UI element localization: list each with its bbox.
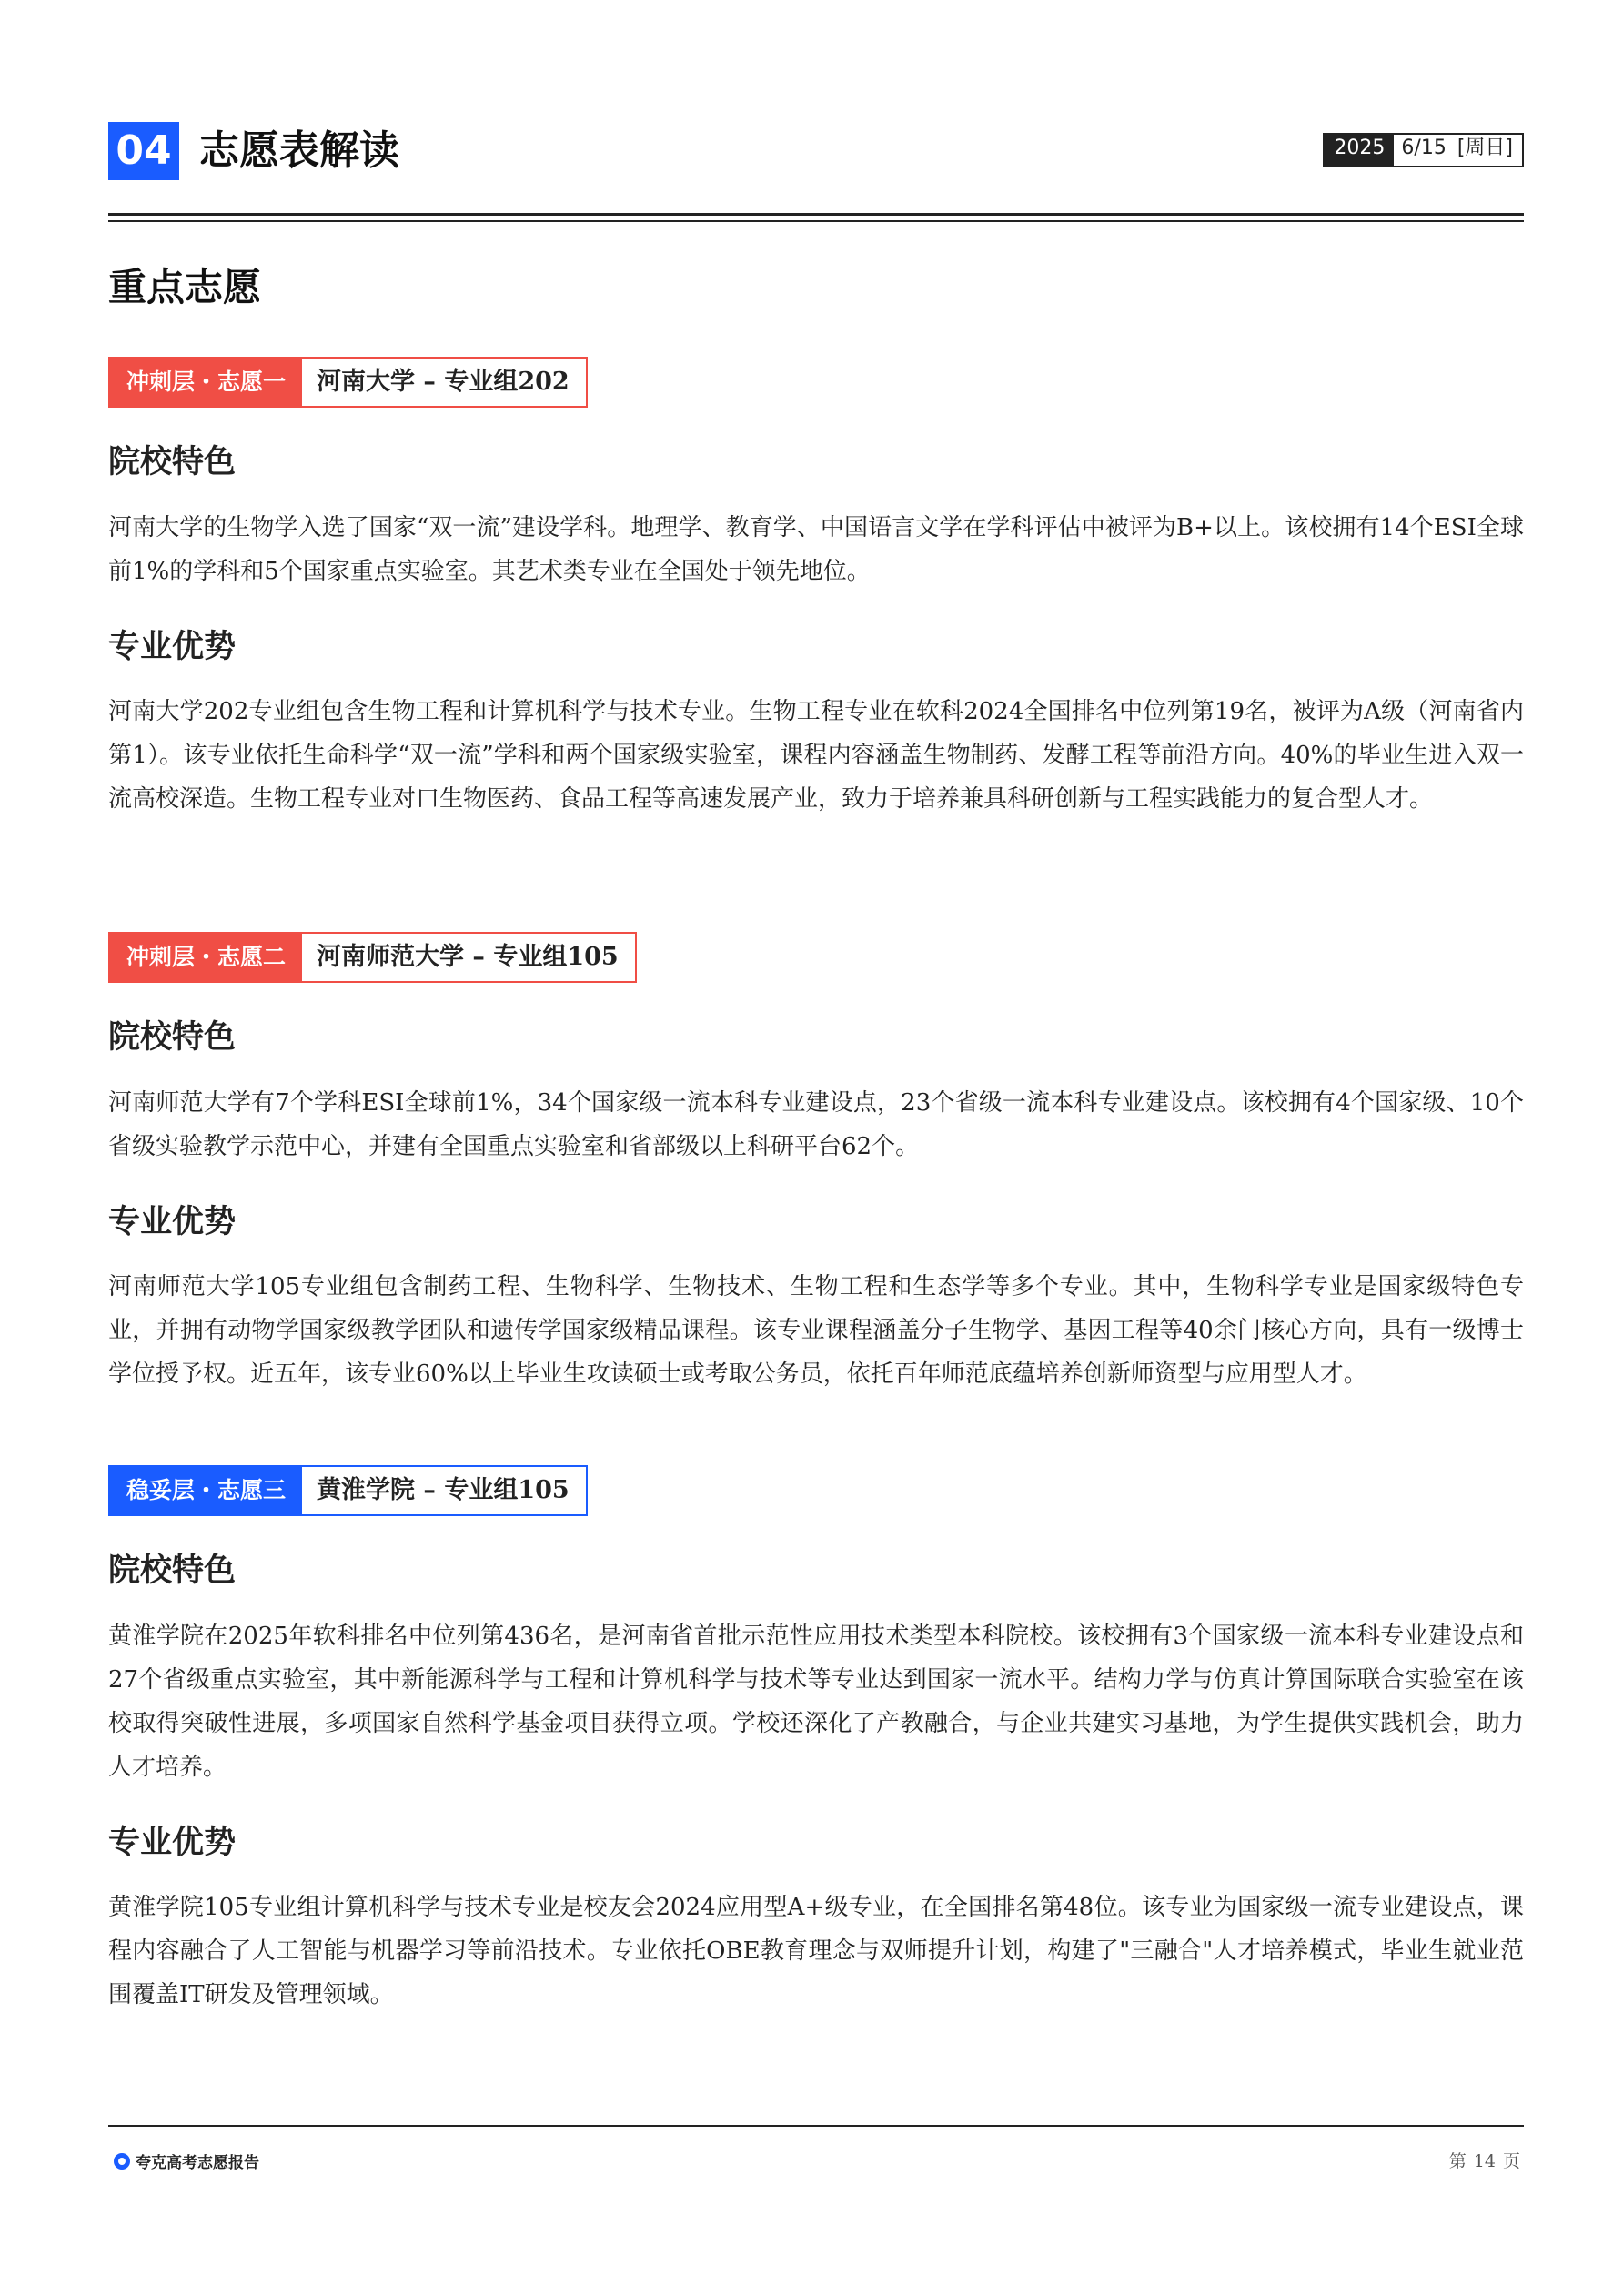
- date-month-day: 6/15: [1401, 137, 1447, 159]
- advantage-text: 河南师范大学105专业组包含制药工程、生物科学、生物技术、生物工程和生态学等多个专业。其中，生物科学专业是国家级特色专业，并拥有动物学国家级教学团队和遗传学国家级精品课程。该专业课程涵盖分子生物学、基因工程等40余门核心方向，具有一级博士学位授予权。近五年，该专业60%以上毕业生攻读硕士或考取公务员，依托百年师范底蕴培养创新师资型与应用型人才。: [108, 1273, 1524, 1388]
- features-text: 黄淮学院在2025年软科排名中位列第436名，是河南省首批示范性应用技术类型本科院校。该校拥有3个国家级一流本科专业建设点和27个省级重点实验室，其中新能源科学与工程和计算机科学与技术等专业达到国家一流水平。结构力学与仿真计算国际联合实验室在该校取得突破性进展，多项国家自然科学基金项目获得立项。学校还深化了产教融合，与企业共建实习基地，为学生提供实践机会，助力人才培养。: [108, 1623, 1524, 1781]
- choice-school: 黄淮学院 – 专业组105: [317, 1476, 570, 1504]
- advantage-heading: 专业优势: [108, 1824, 237, 1861]
- choice-tier-label: 冲刺层・志愿一: [110, 359, 302, 406]
- choice-school: 河南大学 – 专业组202: [317, 368, 570, 396]
- section-title: 志愿表解读: [199, 127, 399, 174]
- choice-tag-3: [108, 1465, 588, 1516]
- choice-tag-1: [108, 357, 588, 408]
- section-header: [108, 122, 1524, 180]
- page-suffix: 页: [1502, 2151, 1520, 2171]
- advantage-text: 黄淮学院105专业组计算机科学与技术专业是校友会2024应用型A+级专业，在全国排名第48位。该专业为国家级一流专业建设点，课程内容融合了人工智能与机器学习等前沿技术。专业依托OBE教育理念与双师提升计划，构建了"三融合"人才培养模式，毕业生就业范围覆盖IT研发及管理领域。: [108, 1894, 1524, 2008]
- advantage-heading: 专业优势: [108, 1203, 237, 1240]
- advantage-text: 河南大学202专业组包含生物工程和计算机科学与技术专业。生物工程专业在软科2024全国排名中位列第19名，被评为A级（河南省内第1）。该专业依托生命科学“双一流”学科和两个国家级实验室，课程内容涵盖生物制药、发酵工程等前沿方向。40%的毕业生进入双一流高校深造。生物工程专业对口生物医药、食品工程等高速发展产业，致力于培养兼具科研创新与工程实践能力的复合型人才。: [108, 698, 1524, 813]
- choice-tier-label: 稳妥层・志愿三: [110, 1467, 302, 1514]
- choice-school: 河南师范大学 – 专业组105: [317, 943, 619, 971]
- header-divider: [108, 213, 1524, 216]
- features-text: 河南大学的生物学入选了国家“双一流”建设学科。地理学、教育学、中国语言文学在学科评估中被评为B+以上。该校拥有14个ESI全球前1%的学科和5个国家重点实验室。其艺术类专业在全国处于领先地位。: [108, 514, 1524, 585]
- date-weekday: [周日]: [1457, 137, 1513, 159]
- choice-tag-2: [108, 932, 637, 983]
- page-number: 14: [1473, 2151, 1496, 2171]
- section-number: 04: [108, 122, 179, 180]
- report-page: [108, 0, 1524, 2296]
- footer-divider: [108, 2125, 1524, 2127]
- features-heading: 院校特色: [108, 1552, 237, 1589]
- features-text: 河南师范大学有7个学科ESI全球前1%，34个国家级一流本科专业建设点，23个省级一流本科专业建设点。该校拥有4个国家级、10个省级实验教学示范中心，并建有全国重点实验室和省部级以上科研平台62个。: [108, 1089, 1524, 1160]
- page-number-footer: [1446, 2148, 1524, 2172]
- header-divider-thin: [108, 220, 1524, 222]
- brand-name: 夸克高考志愿报告: [136, 2154, 259, 2172]
- date-year: 2025: [1325, 135, 1394, 166]
- page-prefix: 第: [1448, 2151, 1467, 2171]
- page-title: 重点志愿: [108, 265, 262, 309]
- choice-tier-label: 冲刺层・志愿二: [110, 934, 302, 981]
- features-heading: 院校特色: [108, 1018, 237, 1056]
- quark-logo-icon: [114, 2153, 130, 2170]
- advantage-heading: 专业优势: [108, 628, 237, 665]
- features-heading: 院校特色: [108, 443, 237, 480]
- footer-brand: [114, 2149, 259, 2172]
- date-box: [1323, 133, 1524, 167]
